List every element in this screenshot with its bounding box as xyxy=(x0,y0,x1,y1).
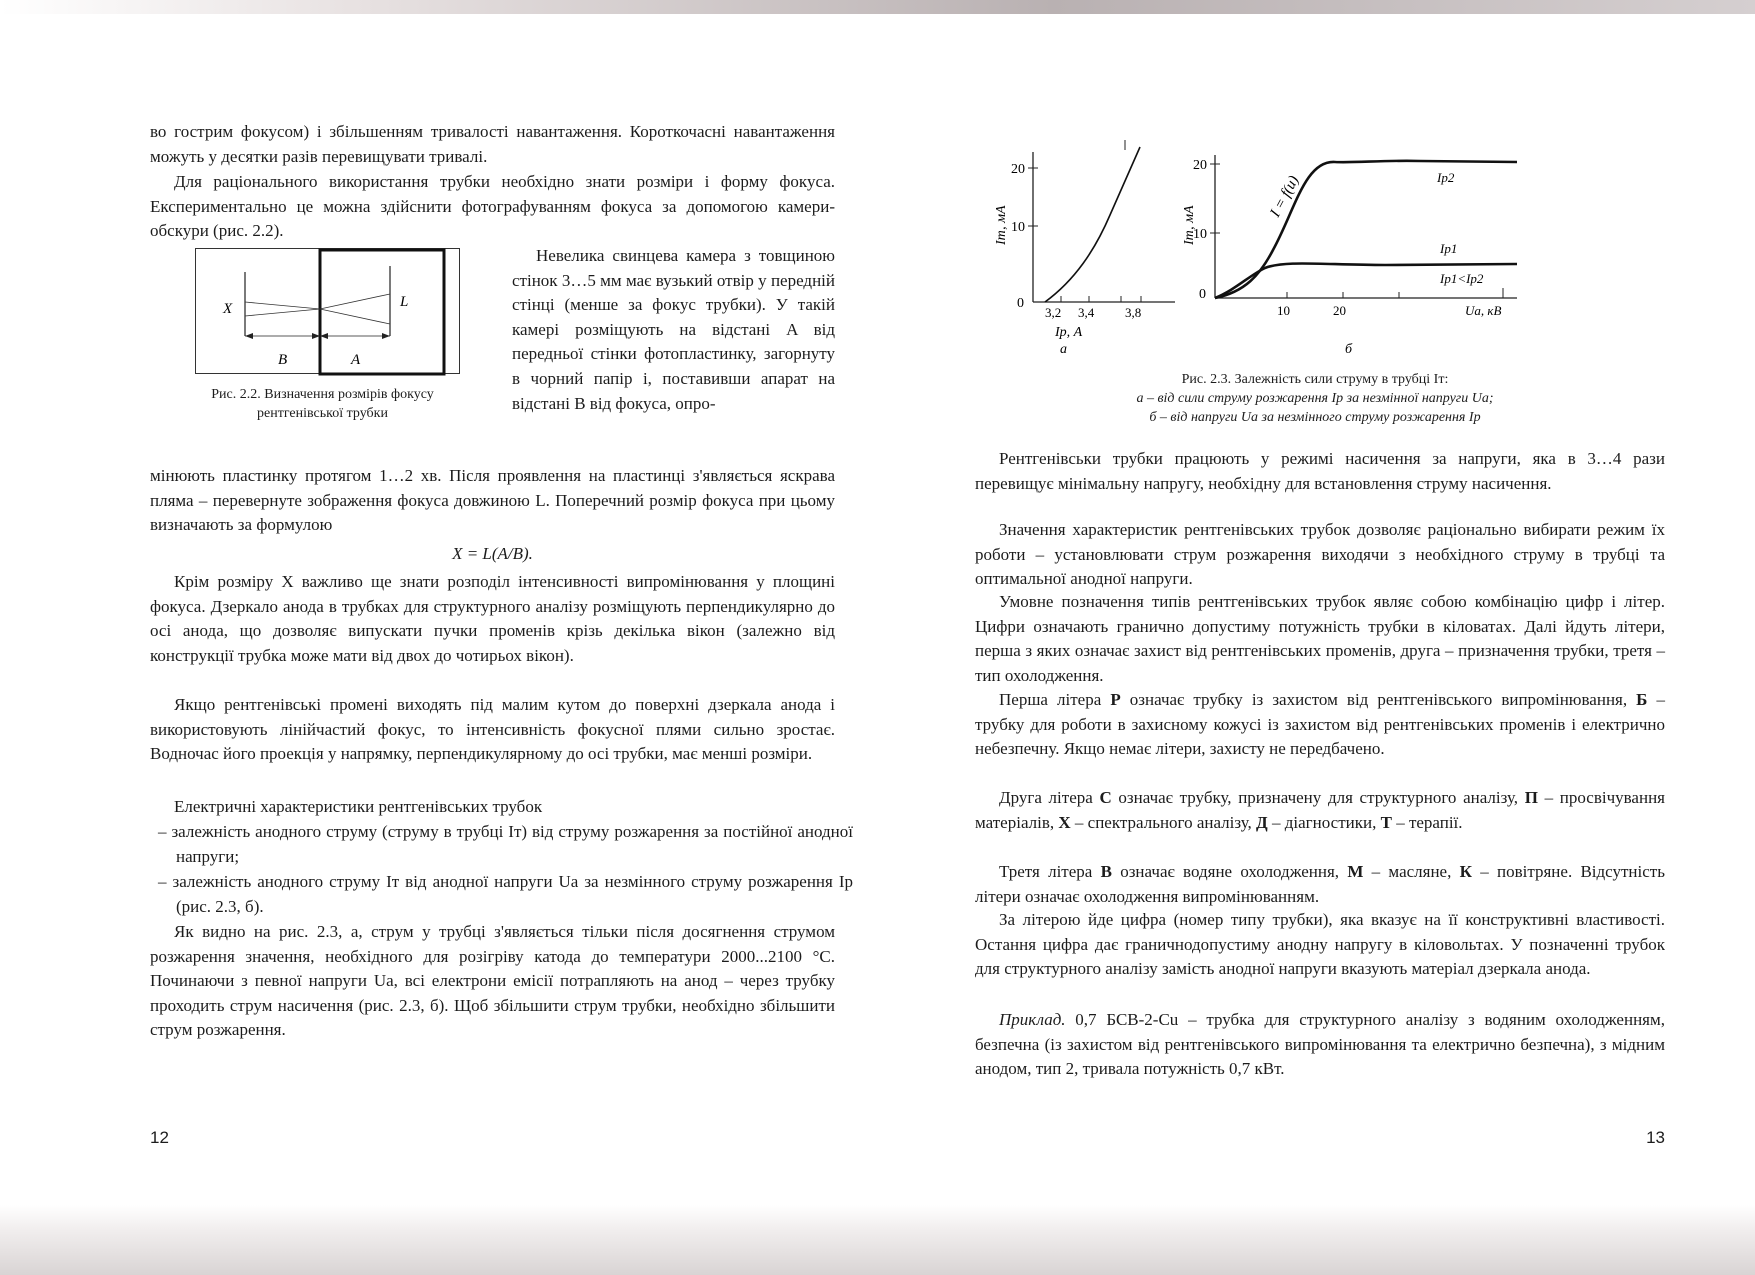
paragraph: Умовне позначення типів рентгенівських трубок являє собою комбінацію цифр і літер. Цифри означають гранично допустиму потужність трубки в кіловатах. Далі йдуть літери, перша з яких означає захист від рентгенівських променів, друга – призначення трубки, третя – тип охолодження. xyxy=(975,592,1665,685)
text-run: означає водяне охолодження, xyxy=(1111,862,1348,881)
letter-code: Х xyxy=(1058,812,1071,832)
current-curve xyxy=(1045,147,1140,302)
y-axis-label: Iт, мА xyxy=(994,205,1009,245)
text-run: – спектрального аналізу, xyxy=(1070,812,1257,832)
example-paragraph xyxy=(975,1008,1665,1082)
wrapped-paragraph: Невелика свинцева камера з товщиною стінок 3…5 мм має вузький отвір у передній стінці (менше за фокус трубки). У такій камері розміщують на відстані A від передньої стінки фотопластинку, загорнуту в чорний папір і, поставивши апарат на відстані B від фокуса, опро- xyxy=(512,246,835,413)
y-axis-label: Iт, мА xyxy=(1182,205,1197,245)
letter-code: П xyxy=(1524,788,1538,807)
example-label: Приклад. xyxy=(999,1010,1066,1029)
letter-code: Р xyxy=(1110,690,1121,709)
figure-2-3-caption xyxy=(1035,370,1595,427)
paragraph: Як видно на рис. 2.3, а, струм у трубці з'являється тільки після досягнення струмом розжарення значення, необхідного для розігріву катода до температури 2000...2100 °С. Починаючи з певної напруги Uа, всі електрони емісії потрапляють на анод – через трубку проходить струм насичення (рис. 2.3, б). Щоб збільшити струм трубки, необхідно збільшити струм розжарення. xyxy=(150,922,835,1040)
x-axis-label: Iр, А xyxy=(1055,325,1083,340)
x-tick: 10 xyxy=(1277,303,1290,318)
paragraph: Якщо рентгенівські промені виходять під малим кутом до поверхні дзеркала анода і використовують лінійчастий фокус, то інтенсивність фокусної плями сильно зростає. Водночас його проекція у напрямку, перпендикулярному до осі трубки, має менші розміри. xyxy=(150,695,835,764)
caption-line: Рис. 2.3. Залежність сили струму в трубці Iт: xyxy=(1181,372,1449,387)
label-l: L xyxy=(400,294,409,310)
figure-2-2 xyxy=(195,248,460,378)
x-tick: 3,4 xyxy=(1078,305,1095,320)
paragraph: мінюють пластинку протягом 1…2 хв. Після проявлення на пластинці з'являється яскрава пляма – перевернуте зображення фокуса довжиною L. Поперечний розмір фокуса при цьому визначають за формулою xyxy=(150,466,835,535)
paragraph xyxy=(975,786,1665,835)
text-run: Третя літера xyxy=(999,862,1101,881)
figure-2-3b-chart xyxy=(1182,140,1535,357)
page-number: 12 xyxy=(150,1128,169,1147)
paragraph: Для раціонального використання трубки необхідно знати розміри і форму фокуса. Експериментально це можна здійснити фотографуванням фокуса за допомогою камери-обскури (рис. 2.2). xyxy=(150,172,835,241)
text-run: – повітряне. Відсутність літери означає охолодження випромінюванням. xyxy=(975,862,1665,906)
curve-label-ip2: Iр2 xyxy=(1437,170,1455,185)
letter-code: К xyxy=(1459,862,1472,881)
label-x: X xyxy=(223,301,233,317)
list-title: Електричні характеристики рентгенівських трубок xyxy=(174,797,543,816)
letter-code: Т xyxy=(1380,812,1392,832)
figure-2-3a-chart xyxy=(975,140,1175,355)
y-tick: 20 xyxy=(1011,162,1025,177)
text-run: означає трубку із захистом від рентгенівського випромінювання, xyxy=(1120,690,1637,709)
text-run: – терапії. xyxy=(1391,812,1463,832)
scan-bottom-edge xyxy=(0,1205,1755,1275)
text-run: означає трубку, призначену для структурного аналізу, xyxy=(1111,788,1525,807)
caption-line: б – від напруги Uа за незмінного струму розжарення Iр xyxy=(1149,410,1481,425)
paragraph xyxy=(975,688,1665,762)
letter-code: Б xyxy=(1636,690,1648,709)
list-item: – залежність анодного струму Iт від анодної напруги Uа за незмінного струму розжарення Iр (рис. 2.3, б). xyxy=(158,872,853,916)
x-tick: 3,8 xyxy=(1125,305,1142,320)
y-tick: 0 xyxy=(1017,296,1024,311)
figure-2-2-caption xyxy=(150,385,495,423)
x-tick: 20 xyxy=(1333,303,1346,318)
text-run: – масляне, xyxy=(1363,862,1460,881)
x-axis-label: Uа, кВ xyxy=(1465,303,1502,318)
text-run: Перша літера xyxy=(999,690,1111,709)
paragraph: За літерою йде цифра (номер типу трубки), яка вказує на її конструктивні властивості. Остання цифра дає граничнодопустиму анодну напругу в кіловольтах. У позначенні трубок для структурного аналізу замість анодної напруги вказують матеріал дзеркала анода. xyxy=(975,910,1665,979)
curve-formula-label: I = f(u) xyxy=(1267,173,1303,220)
x-tick: 3,2 xyxy=(1045,305,1062,320)
caption-line: Рис. 2.2. Визначення розмірів фокусу xyxy=(211,387,434,402)
page-number: 13 xyxy=(1646,1128,1665,1147)
y-tick: 0 xyxy=(1199,287,1206,302)
label-b: B xyxy=(278,352,288,368)
y-tick: 20 xyxy=(1193,158,1207,173)
letter-code: С xyxy=(1099,788,1112,807)
text-run: – просвічування матеріалів, xyxy=(975,788,1665,832)
letter-code: Д xyxy=(1256,812,1268,832)
letter-code: М xyxy=(1347,862,1364,881)
letter-code: В xyxy=(1100,862,1112,881)
curve-relation-label: Iр1<Iр2 xyxy=(1440,271,1484,286)
text-run: 0,7 БСВ-2-Cu – трубка для структурного аналізу з водяним охолодженням, безпечна (із захистом від рентгенівського випромінювання та електрично безпечна), з мідним анодом, тип 2, тривала потужність 0,7 кВт. xyxy=(975,1010,1665,1079)
paragraph: во гострим фокусом) і збільшенням тривалості навантаження. Короткочасні навантаження можуть у десятки разів перевищувати тривалі. xyxy=(150,122,835,166)
label-a: A xyxy=(351,352,361,368)
paragraph: Значення характеристик рентгенівських трубок дозволяє раціонально вибирати режим їх роботи – установлювати струм розжарення виходячи з необхідного струму в трубці та оптимальної анодної напруги. xyxy=(975,520,1665,589)
y-tick: 10 xyxy=(1011,220,1025,235)
text-run: – трубку для роботи в захисному кожусі із захистом від рентгенівських променів і електрично небезпечну. Якщо немає літери, захисту не передбачено. xyxy=(975,690,1665,759)
text-run: Друга літера xyxy=(999,788,1100,807)
subfigure-label: а xyxy=(1060,342,1067,357)
y-tick: 10 xyxy=(1193,227,1207,242)
caption-line: рентгенівської трубки xyxy=(257,406,388,421)
list-item: – залежність анодного струму (струму в трубці Iт) від струму розжарення за постійної анодної напруги; xyxy=(158,822,853,866)
curve-label-ip1: Iр1 xyxy=(1440,241,1458,256)
text-run: – діагностики, xyxy=(1267,812,1381,832)
paragraph: Рентгенівськи трубки працюють у режимі насичення за напруги, яка в 3…4 рази перевищує мінімальну напругу, необхідну для встановлення струму насичення. xyxy=(975,449,1665,493)
scan-top-edge xyxy=(0,0,1755,14)
formula: X = L(A/B). xyxy=(452,544,533,563)
pinhole-camera-diagram xyxy=(195,248,460,376)
paragraph xyxy=(975,860,1665,909)
y-axis xyxy=(1028,140,1125,302)
subfigure-label: б xyxy=(1345,342,1353,357)
caption-line: а – від сили струму розжарення Iр за незмінної напруги Uа; xyxy=(1136,391,1494,406)
paragraph: Крім розміру X важливо ще знати розподіл інтенсивності випромінювання у площині фокуса. Дзеркало анода в трубках для структурного аналізу розміщують перпендикулярно до осі анода, що дозволяє випускати пучки променів крізь декілька вікон (залежно від конструкції трубка може мати від двох до чотирьох вікон). xyxy=(150,572,835,665)
